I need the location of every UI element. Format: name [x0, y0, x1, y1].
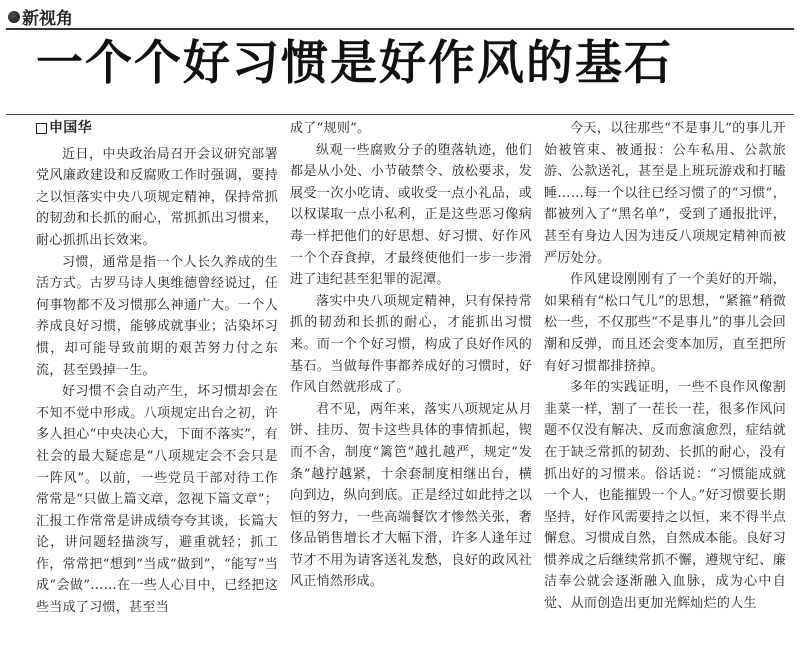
article-column-1 — [36, 118, 278, 619]
section-bullet-icon — [8, 11, 20, 23]
headline-rule — [6, 114, 794, 115]
top-rule — [6, 28, 794, 30]
paragraph: 纵观一些腐败分子的堕落轨迹，他们都是从小处、小节破禁令、放松要求，发展受一次小吃请、或收受一点小礼品，或以权谋取一点小私利，正是这些恶习像病毒一样把他们的好思想、好习惯、好作风一个个吞食掉，才最终使他们一步一步滑进了违纪甚至犯罪的泥潭。 — [290, 142, 532, 288]
article-column-2 — [290, 118, 532, 593]
paragraph: 近日，中央政治局召开会议研究部署党风廉政建设和反腐败工作时强调，要持之以恒落实中央八项规定精神，保持常抓的韧劲和长抓的耐心，常抓抓出习惯来，耐心抓抓出长效来。 — [36, 146, 278, 248]
paragraph: 习惯，通常是指一个人长久养成的生活方式。古罗马诗人奥维德曾经说过，任何事物都不及习惯那么神通广大。一个人养成良好习惯，能够成就事业；沾染坏习惯，却可能导致前期的艰苦努力付之东流，甚至毁掉一生。 — [36, 254, 278, 378]
section-tag-label: 新视角 — [22, 9, 73, 29]
article-headline: 一个个好习惯是好作风的基石 — [36, 36, 673, 91]
paragraph-continued: 成了“规则”。 — [290, 121, 371, 136]
paragraph: 多年的实践证明，一些不良作风像割韭菜一样，割了一茬长一茬，很多作风问题不仅没有解决、反而愈演愈烈，症结就在于缺乏常抓的韧劲、长抓的耐心，没有抓出好的习惯来。俗话说：“习惯能成就一个人，也能摧毁一个人。”好习惯要长期坚持，好作风需要持之以恒，来不得半点懈怠。习惯成自然，自然成本能。良好习惯养成之后继续常抓不懈，遵规守纪、廉洁奉公就会逐渐融入血脉，成为心中自觉、从而创造出更加光辉灿烂的人生 — [544, 380, 786, 612]
section-tag — [8, 4, 73, 29]
paragraph: 今天，以往那些“不是事儿”的事儿开始被管束、被通报：公车私用、公款旅游、公款送礼，甚至是上班玩游戏和打瞌睡……每一个以往已经习惯了的“习惯”，都被列入了“黑名单”，受到了通报批评，甚至有身边人因为违反八项规定精神而被严厉处分。 — [544, 121, 786, 266]
article-column-3 — [544, 118, 786, 615]
paragraph: 作风建设刚刚有了一个美好的开端，如果稍有“松口气儿”的思想，“紧箍”稍微松一些，不仅那些“不是事儿”的事儿会回潮和反弹，而且还会变本加厉，直至把所有好习惯都排挤掉。 — [544, 272, 786, 374]
paragraph: 君不见，两年来，落实八项规定从月饼、挂历、贺卡这些具体的事情抓起，锲而不舍，制度“篱笆”越扎越严，规定“发条”越拧越紧，十余套制度相继出台，横向到边，纵向到底。正是经过如此持之以恒的努力，一些高端餐饮才惨然关张，奢侈品销售增长才大幅下滑，许多人逢年过节才不用为请客送礼发愁，良好的政风社风正悄然形成。 — [290, 401, 532, 590]
paragraph: 好习惯不会自动产生，坏习惯却会在不知不觉中形成。八项规定出台之初，许多人担心“中央决心大，下面不落实”，有社会的最大疑虑是“八项规定会不会只是一阵风”。以前，一些党员干部对待工作常常是“只做上篇文章，忽视下篇文章”；汇报工作常常是讲成绩夸夸其谈，长篇大论，讲问题轻描淡写，避重就轻；抓工作，常常把“想到”当成“做到”，“能写”当成“会做”……在一些人心目中，已经把这些当成了习惯，甚至当 — [36, 384, 278, 616]
byline-box-icon — [36, 123, 47, 134]
paragraph: 落实中央八项规定精神，只有保持常抓的韧劲和长抓的耐心，才能抓出习惯来。而一个个好习惯，构成了良好作风的基石。当做每件事都养成好的习惯时，好作风自然就形成了。 — [290, 293, 532, 396]
author-name: 申国华 — [49, 120, 92, 136]
byline — [36, 118, 278, 140]
